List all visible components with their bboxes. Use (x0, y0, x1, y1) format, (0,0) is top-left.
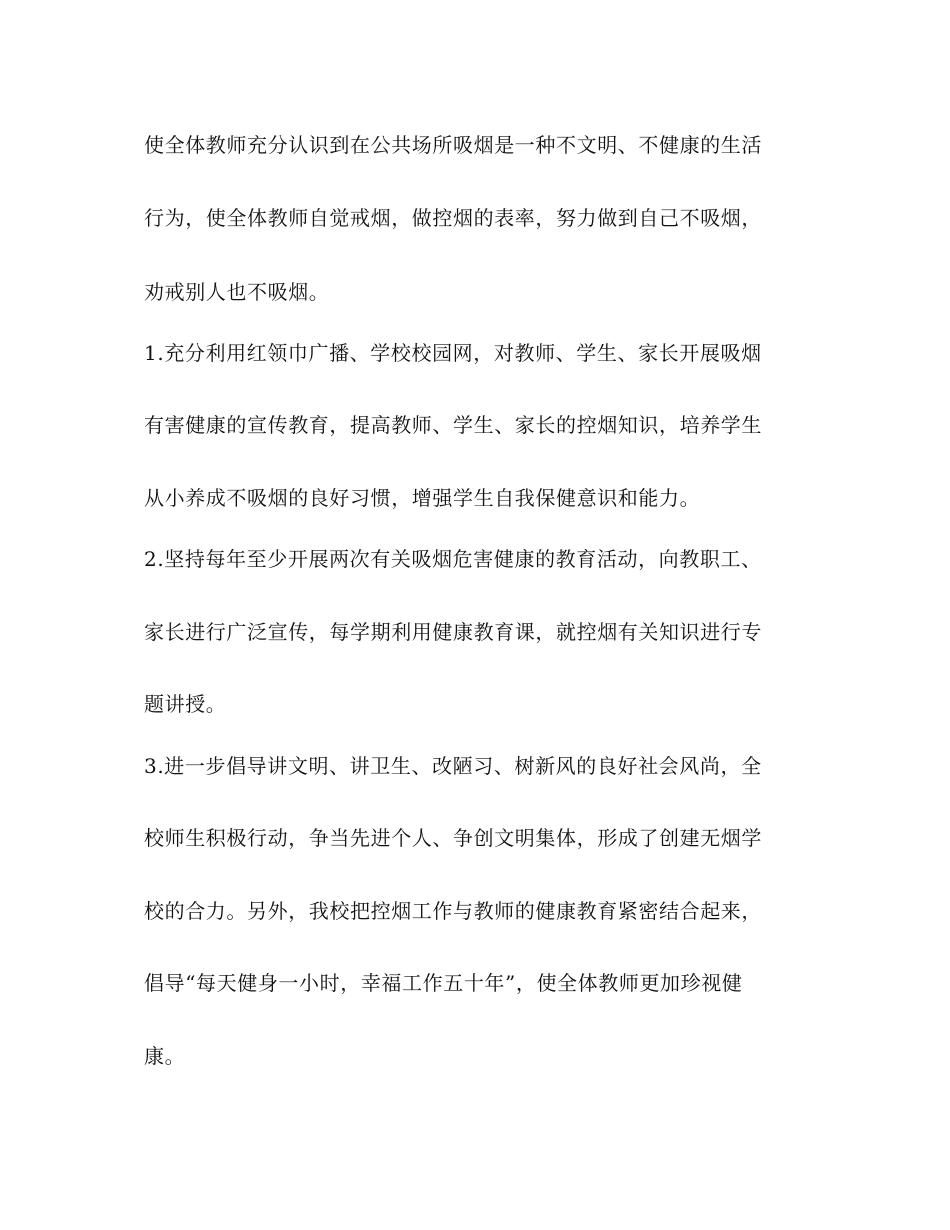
list-item-2-line: 题讲授。 (144, 692, 227, 716)
text-line: 使全体教师充分认识到在公共场所吸烟是一种不文明、不健康的生活 (144, 133, 762, 157)
text-line: 行为，使全体教师自觉戒烟，做控烟的表率，努力做到自己不吸烟， (144, 206, 762, 230)
list-item-3-line: 康。 (144, 1044, 186, 1068)
list-item-1-line: 从小养成不吸烟的良好习惯，增强学生自我保健意识和能力。 (144, 486, 701, 510)
list-item-1-line: 有害健康的宣传教育，提高教师、学生、家长的控烟知识，培养学生 (144, 413, 762, 437)
list-item-3-line: 倡导“每天健身一小时，幸福工作五十年”，使全体教师更加珍视健 (144, 971, 743, 995)
list-item-3-line: 校的合力。另外，我校把控烟工作与教师的健康教育紧密结合起来， (144, 899, 762, 923)
list-item-2-line: 家长进行广泛宣传，每学期利用健康教育课，就控烟有关知识进行专 (144, 620, 762, 644)
list-item-2-line: 2.坚持每年至少开展两次有关吸烟危害健康的教育活动，向教职工、 (144, 547, 762, 571)
list-item-3-line: 校师生积极行动，争当先进个人、争创文明集体，形成了创建无烟学 (144, 826, 762, 850)
list-item-1-line: 1.充分利用红领巾广播、学校校园网，对教师、学生、家长开展吸烟 (144, 341, 762, 365)
text-line: 劝戒别人也不吸烟。 (144, 280, 330, 304)
list-item-3-line: 3.进一步倡导讲文明、讲卫生、改陋习、树新风的良好社会风尚，全 (144, 754, 762, 778)
